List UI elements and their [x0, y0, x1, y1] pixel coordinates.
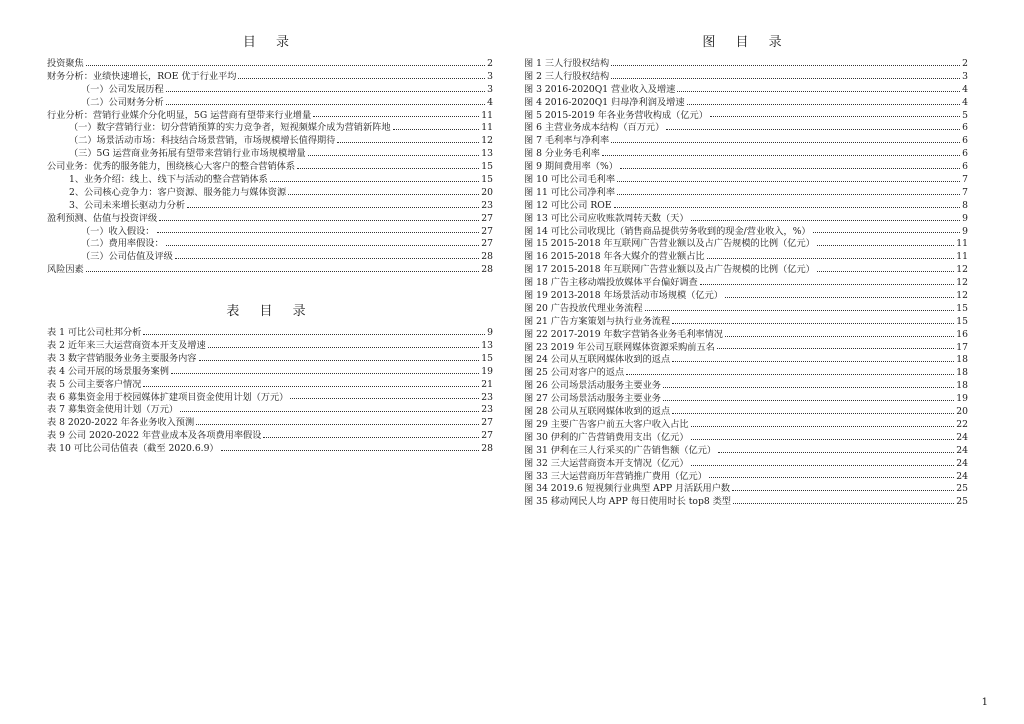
- dot-leader: [208, 347, 480, 348]
- figure-entry-page: 4: [962, 83, 968, 95]
- toc-entry-label: （三）5G 运营商业务拓展有望带来营销行业市场规模增量: [69, 148, 306, 160]
- figure-entry-label: 图 28 公司从互联网媒体收到的返点: [524, 406, 671, 418]
- dot-leader: [221, 450, 480, 451]
- toc-entry[interactable]: [47, 110, 493, 123]
- figure-entry-label: 图 16 2015-2018 年各大媒介的营业额占比: [524, 251, 705, 263]
- figure-entry[interactable]: [524, 135, 968, 148]
- dot-leader: [196, 424, 479, 425]
- toc-entry-page: 15: [481, 161, 493, 173]
- figure-entry-page: 24: [956, 470, 968, 482]
- toc-entry[interactable]: [47, 97, 493, 110]
- dot-leader: [709, 477, 954, 478]
- figure-entry[interactable]: [524, 393, 968, 406]
- table-entry-page: 23: [481, 391, 493, 403]
- toc-entry-page: 12: [481, 135, 493, 147]
- toc-entry-label: 风险因素: [47, 264, 84, 276]
- figure-entry-page: 24: [956, 444, 968, 456]
- figure-entry[interactable]: [524, 303, 968, 316]
- dot-leader: [86, 65, 485, 66]
- dot-leader: [263, 437, 479, 438]
- dot-leader: [663, 400, 954, 401]
- table-entry-page: 19: [481, 365, 493, 377]
- dot-leader: [691, 465, 955, 466]
- toc-entry-label: 公司业务：优秀的服务能力，围绕核心大客户的整合营销体系: [47, 161, 296, 173]
- figure-entry-page: 12: [956, 290, 968, 302]
- figure-entry-page: 7: [962, 186, 968, 198]
- page-number: 1: [981, 697, 988, 708]
- figure-entry-page: 4: [962, 96, 968, 108]
- toc-entry-label: （一）公司发展历程: [81, 83, 164, 95]
- figure-entry[interactable]: [524, 367, 968, 380]
- figure-entry[interactable]: [524, 496, 968, 509]
- figure-entry-label: 图 33 三大运营商历年营销推广费用（亿元）: [524, 470, 707, 482]
- dot-leader: [725, 297, 954, 298]
- figure-list-heading: 图 目 录: [702, 35, 790, 50]
- figure-entry[interactable]: [524, 122, 968, 135]
- figure-entry[interactable]: [524, 354, 968, 367]
- toc-entry-label: （二）费用率假设：: [81, 238, 164, 250]
- figure-entry-label: 图 10 可比公司毛利率: [524, 174, 616, 186]
- dot-leader: [143, 334, 485, 335]
- dot-leader: [733, 503, 954, 504]
- figure-entry-label: 图 19 2013-2018 年场景活动市场规模（亿元）: [524, 290, 723, 302]
- table-list-heading: 表 目 录: [226, 304, 314, 320]
- figure-entry-label: 图 4 2016-2020Q1 归母净利润及增速: [524, 96, 685, 108]
- figure-entry-label: 图 31 伊利在三人行采买的广告销售额（亿元）: [524, 444, 717, 456]
- figure-entry-page: 17: [956, 341, 968, 353]
- toc-entry-label: 财务分析：业绩快速增长，ROE 优于行业平均: [47, 70, 237, 82]
- dot-leader: [677, 91, 960, 92]
- toc-entry[interactable]: [47, 264, 493, 277]
- figure-entry-label: 图 6 主营业务成本结构（百万元）: [524, 122, 665, 134]
- toc-entry-label: 2、公司核心竞争力：客户资源、服务能力与媒体资源: [69, 186, 287, 198]
- figure-entry-page: 15: [956, 315, 968, 327]
- figure-entry-label: 图 2 三人行股权结构: [524, 70, 610, 82]
- dot-leader: [308, 155, 480, 156]
- dot-leader: [691, 220, 961, 221]
- toc-entry-page: 27: [481, 238, 493, 250]
- table-entry-label: 表 6 募集资金用于校园媒体扩建项目资金使用计划（万元）: [47, 391, 289, 403]
- figure-entry-label: 图 34 2019.6 短视频行业典型 APP 月活跃用户数: [524, 483, 731, 495]
- table-entry-page: 23: [481, 404, 493, 416]
- dot-leader: [175, 258, 479, 259]
- dot-leader: [337, 142, 479, 143]
- table-entry-label: 表 10 可比公司估值表（截至 2020.6.9）: [47, 443, 219, 455]
- toc-entry-label: 1、业务介绍：线上、线下与活动的整合营销体系: [69, 174, 268, 186]
- figure-entry[interactable]: [524, 432, 968, 445]
- figure-entry-label: 图 35 移动网民人均 APP 每日使用时长 top8 类型: [524, 496, 731, 508]
- dot-leader: [617, 194, 960, 195]
- dot-leader: [180, 411, 479, 412]
- toc-entry-page: 23: [481, 199, 493, 211]
- figure-entry-label: 图 21 广告方案策划与执行业务流程: [524, 315, 671, 327]
- figure-entry[interactable]: [524, 84, 968, 97]
- figure-entry-page: 3: [962, 70, 968, 82]
- figure-entry-label: 图 23 2019 年公司互联网媒体资源采购前五名: [524, 341, 715, 353]
- table-entry[interactable]: [47, 443, 493, 456]
- dot-leader: [817, 245, 954, 246]
- dot-leader: [717, 348, 954, 349]
- figure-entry-label: 图 8 分业务毛利率: [524, 148, 600, 160]
- figure-entry-page: 25: [956, 483, 968, 495]
- table-entry-label: 表 8 2020-2022 年各业务收入预测: [47, 417, 195, 429]
- figure-list: [524, 58, 968, 509]
- figure-entry-page: 12: [956, 264, 968, 276]
- figure-entry-label: 图 20 广告投放代理业务流程: [524, 302, 643, 314]
- dot-leader: [710, 116, 960, 117]
- figure-entry-page: 24: [956, 431, 968, 443]
- table-entry-label: 表 9 公司 2020-2022 年营业成本及各项费用率假设: [47, 430, 262, 442]
- figure-entry[interactable]: [524, 264, 968, 277]
- figure-entry-page: 15: [956, 302, 968, 314]
- figure-entry[interactable]: [524, 213, 968, 226]
- toc-entry-page: 13: [481, 148, 493, 160]
- figure-entry-page: 8: [962, 199, 968, 211]
- dot-leader: [626, 374, 954, 375]
- table-entry-page: 27: [481, 417, 493, 429]
- dot-leader: [691, 426, 955, 427]
- figure-entry[interactable]: [524, 406, 968, 419]
- toc-entry-page: 20: [481, 186, 493, 198]
- dot-leader: [313, 116, 479, 117]
- dot-leader: [617, 181, 960, 182]
- toc-entry-label: 投资聚焦: [47, 58, 84, 69]
- figure-entry[interactable]: [524, 277, 968, 290]
- dot-leader: [687, 104, 961, 105]
- figure-entry-label: 图 11 可比公司净利率: [524, 186, 616, 198]
- figure-entry-label: 图 17 2015-2018 年互联网广告营业额以及占广告规模的比例（亿元）: [524, 264, 815, 276]
- figure-entry-page: 16: [956, 328, 968, 340]
- toc-entry[interactable]: [47, 213, 493, 226]
- table-entry[interactable]: [47, 430, 493, 443]
- dot-leader: [199, 360, 480, 361]
- dot-leader: [672, 323, 954, 324]
- figure-entry[interactable]: [524, 290, 968, 303]
- dot-leader: [817, 271, 954, 272]
- table-entry-page: 15: [481, 352, 493, 364]
- figure-entry[interactable]: [524, 251, 968, 264]
- table-entry-page: 13: [481, 340, 493, 352]
- toc-entry-label: 盈利预测、估值与投资评级: [47, 212, 158, 224]
- figure-entry[interactable]: [524, 226, 968, 239]
- toc-entry-page: 15: [481, 174, 493, 186]
- figure-entry[interactable]: [524, 161, 968, 174]
- figure-entry-page: 20: [956, 406, 968, 418]
- figure-entry-label: 图 7 毛利率与净利率: [524, 135, 610, 147]
- figure-entry[interactable]: [524, 58, 968, 71]
- dot-leader: [611, 78, 960, 79]
- dot-leader: [159, 220, 479, 221]
- figure-entry-label: 图 30 伊利的广告营销费用支出（亿元）: [524, 431, 689, 443]
- figure-entry-label: 图 15 2015-2018 年互联网广告营业额以及占广告规模的比例（亿元）: [524, 238, 815, 250]
- table-entry-label: 表 5 公司主要客户情况: [47, 378, 142, 390]
- figure-entry-page: 19: [956, 393, 968, 405]
- figure-entry-page: 6: [962, 161, 968, 173]
- dot-leader: [393, 129, 480, 130]
- table-entry-label: 表 1 可比公司杜邦分析: [47, 327, 142, 339]
- toc-entry-page: 3: [487, 70, 493, 82]
- figure-entry[interactable]: [524, 483, 968, 496]
- figure-entry-label: 图 29 主要广告客户前五大客户收入占比: [524, 418, 689, 430]
- toc-entry-page: 28: [481, 264, 493, 276]
- toc-entry[interactable]: [47, 148, 493, 161]
- toc-entry-page: 3: [487, 83, 493, 95]
- dot-leader: [143, 386, 479, 387]
- right-column: [524, 34, 968, 509]
- dot-leader: [732, 490, 954, 491]
- toc-entry-label: （一）收入假设：: [81, 225, 155, 237]
- figure-entry[interactable]: [524, 71, 968, 84]
- toc-entry-page: 11: [481, 122, 493, 134]
- figure-entry[interactable]: [524, 200, 968, 213]
- table-entry[interactable]: [47, 417, 493, 430]
- dot-leader: [707, 258, 955, 259]
- figure-entry-label: 图 9 期间费用率（%）: [524, 161, 618, 173]
- figure-entry-label: 图 26 公司场景活动服务主要业务: [524, 380, 661, 392]
- dot-leader: [297, 168, 479, 169]
- dot-leader: [602, 155, 960, 156]
- toc-entry[interactable]: [47, 238, 493, 251]
- table-entry[interactable]: [47, 327, 493, 340]
- figure-entry-page: 12: [956, 277, 968, 289]
- figure-entry-page: 5: [962, 109, 968, 121]
- toc-entry-label: （一）数字营销行业：切分营销预算的实力竞争者，短视频媒介成为营销新阵地: [69, 122, 391, 134]
- toc-entry-page: 27: [481, 225, 493, 237]
- toc-entry[interactable]: [47, 226, 493, 239]
- dot-leader: [725, 336, 954, 337]
- toc-entry[interactable]: [47, 84, 493, 97]
- figure-entry-page: 9: [962, 225, 968, 237]
- table-list-block: [47, 303, 493, 456]
- table-entry[interactable]: [47, 379, 493, 392]
- figure-entry-label: 图 13 可比公司应收账款周转天数（天）: [524, 212, 689, 224]
- figure-entry-label: 图 25 公司对客户的返点: [524, 367, 625, 379]
- toc-entry-page: 28: [481, 251, 493, 263]
- figure-entry-page: 18: [956, 354, 968, 366]
- figure-entry[interactable]: [524, 316, 968, 329]
- figure-entry[interactable]: [524, 380, 968, 393]
- dot-leader: [700, 284, 955, 285]
- figure-entry-page: 9: [962, 212, 968, 224]
- figure-entry-label: 图 14 可比公司收现比（销售商品提供劳务收到的现金/营业收入，%）: [524, 225, 811, 237]
- figure-entry-label: 图 22 2017-2019 年数字营销各业务毛利率情况: [524, 328, 723, 340]
- toc-entry-label: 3、公司未来增长驱动力分析: [69, 199, 186, 211]
- figure-entry-page: 18: [956, 367, 968, 379]
- figure-entry-page: 11: [956, 251, 968, 263]
- dot-leader: [666, 129, 960, 130]
- dot-leader: [187, 207, 479, 208]
- figure-entry[interactable]: [524, 445, 968, 458]
- table-list: [47, 327, 493, 456]
- table-entry-page: 27: [481, 430, 493, 442]
- dot-leader: [238, 78, 485, 79]
- toc-entry[interactable]: [47, 58, 493, 71]
- dot-leader: [270, 181, 480, 182]
- dot-leader: [645, 310, 955, 311]
- dot-leader: [166, 104, 485, 105]
- figure-entry[interactable]: [524, 471, 968, 484]
- dot-leader: [672, 413, 954, 414]
- figure-entry-label: 图 18 广告主移动端投放媒体平台偏好调查: [524, 277, 698, 289]
- toc-entry-page: 27: [481, 212, 493, 224]
- figure-entry-page: 11: [956, 238, 968, 250]
- toc-entry-page: 4: [487, 96, 493, 108]
- figure-entry[interactable]: [524, 187, 968, 200]
- toc-entry-label: （二）公司财务分析: [81, 96, 164, 108]
- table-entry-page: 28: [481, 443, 493, 455]
- figure-entry-page: 18: [956, 380, 968, 392]
- table-entry-page: 9: [487, 327, 493, 339]
- figure-entry[interactable]: [524, 458, 968, 471]
- figure-entry-label: 图 32 三大运营商资本开支情况（亿元）: [524, 457, 689, 469]
- dot-leader: [171, 373, 479, 374]
- figure-entry-label: 图 27 公司场景活动服务主要业务: [524, 393, 661, 405]
- figure-entry[interactable]: [524, 419, 968, 432]
- table-entry-label: 表 2 近年来三大运营商资本开支及增速: [47, 340, 206, 352]
- figure-entry-page: 25: [956, 496, 968, 508]
- dot-leader: [672, 361, 954, 362]
- table-entry[interactable]: [47, 392, 493, 405]
- table-entry[interactable]: [47, 353, 493, 366]
- table-entry-label: 表 7 募集资金使用计划（万元）: [47, 404, 179, 416]
- figure-entry-page: 24: [956, 457, 968, 469]
- figure-entry-page: 6: [962, 148, 968, 160]
- dot-leader: [166, 245, 480, 246]
- figure-entry-page: 7: [962, 174, 968, 186]
- table-entry-label: 表 4 公司开展的场景服务案例: [47, 365, 169, 377]
- figure-entry[interactable]: [524, 174, 968, 187]
- dot-leader: [691, 439, 955, 440]
- table-entry[interactable]: [47, 366, 493, 379]
- dot-leader: [288, 194, 479, 195]
- table-entry-label: 表 3 数字营销服务业务主要服务内容: [47, 352, 197, 364]
- figure-entry-label: 图 3 2016-2020Q1 营业收入及增速: [524, 83, 676, 95]
- toc-entry[interactable]: [47, 187, 493, 200]
- figure-entry[interactable]: [524, 238, 968, 251]
- table-entry-page: 21: [481, 378, 493, 390]
- figure-entry-page: 22: [956, 418, 968, 430]
- dot-leader: [663, 387, 954, 388]
- dot-leader: [611, 142, 960, 143]
- toc-entry-label: 行业分析：营销行业媒介分化明显，5G 运营商有望带来行业增量: [47, 109, 312, 121]
- toc-entry[interactable]: [47, 135, 493, 148]
- toc-entry[interactable]: [47, 200, 493, 213]
- toc-entry-label: （三）公司估值及评级: [81, 251, 173, 263]
- dot-leader: [290, 398, 479, 399]
- toc-entry[interactable]: [47, 71, 493, 84]
- figure-entry[interactable]: [524, 97, 968, 110]
- dot-leader: [86, 271, 480, 272]
- dot-leader: [157, 232, 480, 233]
- figure-entry-page: 2: [962, 58, 968, 69]
- table-entry[interactable]: [47, 340, 493, 353]
- toc-entry[interactable]: [47, 161, 493, 174]
- figure-entry[interactable]: [524, 329, 968, 342]
- figure-entry-page: 6: [962, 135, 968, 147]
- figure-entry[interactable]: [524, 342, 968, 355]
- dot-leader: [813, 232, 961, 233]
- figure-entry-label: 图 1 三人行股权结构: [524, 58, 610, 69]
- toc-entry[interactable]: [47, 174, 493, 187]
- figure-entry-label: 图 12 可比公司 ROE: [524, 199, 612, 211]
- figure-entry[interactable]: [524, 148, 968, 161]
- dot-leader: [718, 452, 954, 453]
- toc-entry-page: 11: [481, 109, 493, 121]
- dot-leader: [620, 168, 960, 169]
- toc-entry-page: 2: [487, 58, 493, 69]
- toc-entry[interactable]: [47, 122, 493, 135]
- figure-entry-label: 图 24 公司从互联网媒体收到的返点: [524, 354, 671, 366]
- dot-leader: [614, 207, 961, 208]
- figure-entry[interactable]: [524, 110, 968, 123]
- table-entry[interactable]: [47, 404, 493, 417]
- figure-entry-page: 6: [962, 122, 968, 134]
- figure-entry-label: 图 5 2015-2019 年各业务营收构成（亿元）: [524, 109, 708, 121]
- dot-leader: [166, 91, 485, 92]
- toc-heading: 目 录: [242, 35, 298, 50]
- toc-entry-label: （二）场景活动市场：科技结合场景营销，市场规模增长值得期待: [69, 135, 336, 147]
- toc-entry[interactable]: [47, 251, 493, 264]
- dot-leader: [611, 65, 960, 66]
- left-column: [47, 34, 493, 456]
- toc-list: [47, 58, 493, 277]
